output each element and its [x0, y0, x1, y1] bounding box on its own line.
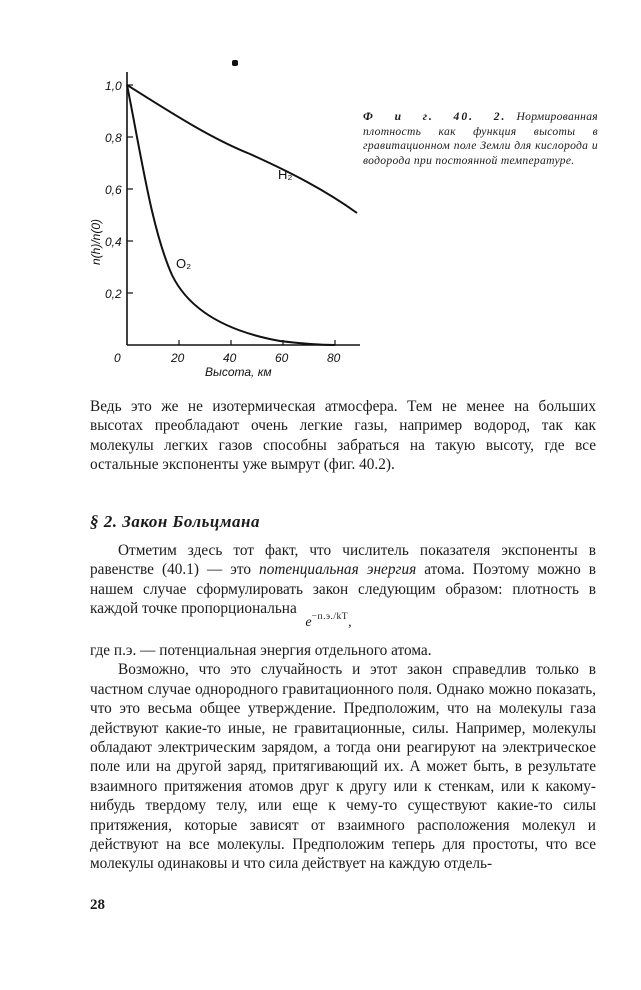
y-tick-0.2: 0,2: [105, 287, 122, 301]
figure-caption: [363, 110, 598, 168]
o2-curve: [127, 85, 335, 345]
formula-comma: ,: [348, 615, 352, 630]
formula-base: e: [305, 615, 312, 630]
x-tick-20: 20: [171, 351, 185, 365]
figure-caption-text: Нормированная плотность как функция высоты в гравитационном поле Земли для кислорода и водорода при постоянной температуре.: [363, 110, 598, 167]
paragraph-boltzmann-intro: [90, 541, 596, 619]
paragraph-4: Возможно, что это случайность и этот закон справедлив только в частном случае однородного гравитационного поля. Однако можно показать, что это весьма общее утверждение. Предположим, что на молекулы газа действуют какие-то иные, не гравитационные, силы. Например, молекулы обладают электрическим зарядом, а тогда они реагируют на электрическое поле или на другой заряд, притягивающий их. А может быть, в результате взаимного притяжения атомов друг к другу или к стенкам, или к какому-нибудь твердому телу, или еще к чему-то существуют какие-то силы притяжения, которые зависят от взаимного расположения молекул и действуют на все молекулы. Предположим теперь для простоты, что все молекулы одинаковы и что сила действует на каждую отдель-: [90, 661, 596, 873]
density-chart: [80, 50, 370, 390]
page-number: 28: [90, 897, 105, 913]
paragraph-2-text-a: Отметим здесь тот факт, что числитель показателя экспоненты в равенстве (40.1) — это: [90, 542, 596, 579]
formula-exponent: −п.э./kT: [311, 612, 349, 622]
h2-label: H₂: [278, 167, 293, 182]
paragraph-2: [90, 541, 596, 619]
y-tick-0.4: 0,4: [105, 235, 122, 249]
y-tick-1.0: 1,0: [105, 79, 122, 93]
x-tick-0: 0: [114, 351, 121, 365]
boltzmann-formula: [0, 612, 641, 631]
paragraph-1: Ведь это же не изотермическая атмосфера. Тем не менее на больших высотах преобладают очень легкие газы, например водород, так как молекулы легких газов способны забраться на такую высоту, где все остальные экспоненты уже вымрут (фиг. 40.2).: [90, 398, 596, 474]
figure-number: Ф и г. 40. 2.: [363, 110, 507, 123]
section-title: § 2. Закон Больцмана: [90, 512, 260, 531]
y-axis-label: n(h)/n(0): [89, 218, 103, 265]
paragraph-2-text-b: атома. Поэтому можно в нашем случае сформулировать закон следующим образом: плотность в каждой точке пропорциональна: [90, 561, 596, 618]
emphasis-potential-energy: потенциальная энергия: [259, 561, 417, 579]
paragraph-atmosphere: [90, 397, 596, 475]
y-tick-0.8: 0,8: [105, 131, 122, 145]
o2-label: O₂: [176, 256, 192, 271]
y-tick-0.6: 0,6: [105, 183, 122, 197]
h2-curve: [127, 85, 357, 213]
x-tick-80: 80: [327, 351, 341, 365]
x-axis-label: Высота, км: [205, 365, 272, 379]
figure-40-2-chart: [80, 50, 370, 390]
paragraph-body: [90, 641, 596, 874]
x-tick-60: 60: [275, 351, 289, 365]
x-tick-40: 40: [223, 351, 237, 365]
paragraph-3: где п.э. — потенциальная энергия отдельного атома.: [90, 642, 432, 659]
